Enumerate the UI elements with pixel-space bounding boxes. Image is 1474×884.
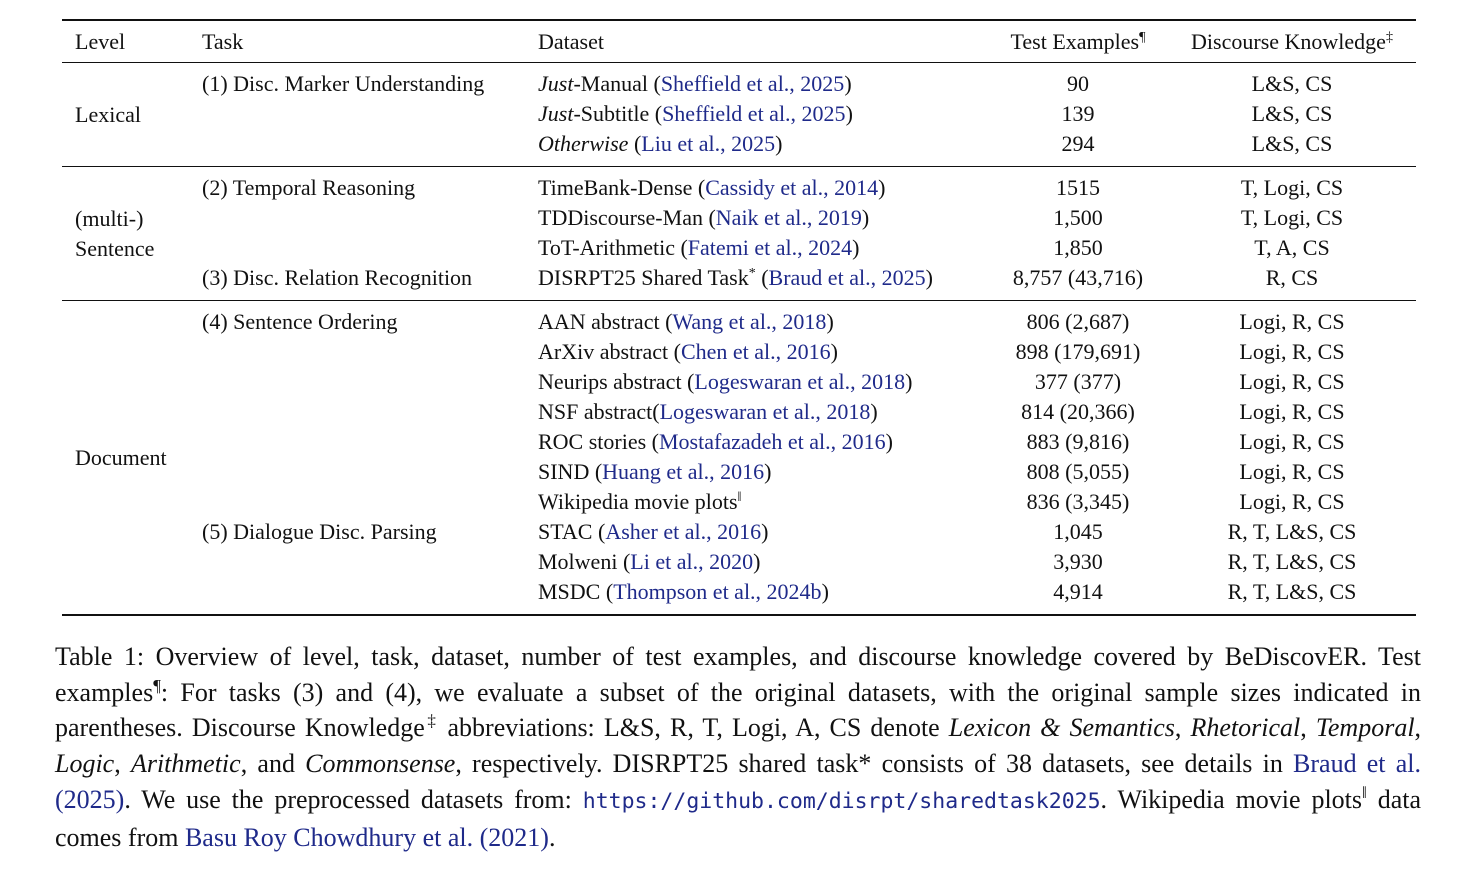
discourse-knowledge-value: L&S, CS	[1251, 71, 1333, 96]
dataset-name: TDDiscourse-Man (	[538, 205, 716, 230]
test-examples-value: 1515	[1056, 175, 1100, 200]
dataset-name-italic: Just	[538, 101, 574, 126]
header-test-examples	[997, 29, 1159, 55]
table-row	[62, 367, 1416, 397]
citation-link[interactable]: Chen et al., 2016	[680, 339, 831, 364]
dataset-paren: )	[852, 235, 860, 260]
section-rule	[62, 614, 1416, 616]
test-examples-value: 898 (179,691)	[1015, 339, 1141, 364]
citation-link[interactable]: Sheffield et al., 2025	[660, 71, 845, 96]
table-section	[62, 167, 1416, 300]
discourse-knowledge-value: R, T, L&S, CS	[1227, 519, 1357, 544]
dataset-paren: )	[885, 429, 893, 454]
discourse-knowledge-value: R, CS	[1265, 265, 1319, 290]
header-test-label: Test Examples	[1010, 29, 1140, 54]
header-discourse-knowledge	[1172, 29, 1412, 55]
table-row	[62, 263, 1416, 293]
discourse-knowledge-value: R, T, L&S, CS	[1227, 549, 1357, 574]
pilcrow-mark: ¶	[153, 675, 161, 695]
level-line: Sentence	[75, 235, 155, 261]
caption-term: Arithmetic	[130, 749, 241, 779]
dataset-name: SIND (	[538, 459, 603, 484]
table-row	[62, 173, 1416, 203]
caption-text: Table 1: Overview of level, task, dataset, number of test examples, and discourse knowledge covered by BeDiscovER. Test examples	[55, 642, 1421, 707]
header-dataset: Dataset	[538, 29, 604, 54]
dataset-name: STAC (	[538, 519, 606, 544]
dataset-name: -Manual (	[573, 71, 661, 96]
discourse-knowledge-value: R, T, L&S, CS	[1227, 579, 1357, 604]
double-bar-mark: ‖	[1362, 782, 1367, 802]
discourse-knowledge-value: Logi, R, CS	[1239, 309, 1345, 334]
citation-link[interactable]: Mostafazadeh et al., 2016	[659, 429, 886, 454]
dataset-paren: )	[761, 519, 769, 544]
discourse-knowledge-value: T, Logi, CS	[1240, 205, 1344, 230]
caption-text: ,	[1174, 713, 1191, 743]
dataset-cell	[538, 307, 834, 337]
header-dk-label: Discourse Knowledge	[1191, 29, 1386, 54]
dataset-name: AAN abstract (	[538, 309, 673, 334]
citation-link[interactable]: Fatemi et al., 2024	[687, 235, 853, 260]
caption-text: abbreviations: L&S, R, T, Logi, A, CS denote	[438, 713, 949, 743]
level-line: Lexical	[75, 101, 141, 127]
caption-term: Commonsense	[305, 749, 456, 779]
github-url-link[interactable]: https://github.com/disrpt/sharedtask2025	[582, 788, 1101, 814]
dataset-cell	[538, 517, 768, 547]
discourse-knowledge-value: Logi, R, CS	[1239, 459, 1345, 484]
dataset-cell	[538, 547, 760, 577]
table-row	[62, 457, 1416, 487]
citation-link[interactable]: Sheffield et al., 2025	[662, 101, 846, 126]
dataset-name: Molweni (	[538, 549, 631, 574]
dataset-cell	[538, 99, 853, 129]
caption-text: ,	[1300, 713, 1316, 743]
dataset-cell	[538, 427, 893, 457]
dataset-name: DISRPT25 Shared Task	[538, 265, 749, 290]
test-examples-value: 139	[1061, 101, 1095, 126]
test-examples-value: 808 (5,055)	[1026, 459, 1130, 484]
citation-link[interactable]: Naik et al., 2019	[715, 205, 862, 230]
header-task: Task	[202, 29, 244, 54]
footnote-mark: *	[748, 266, 756, 281]
level-line: Document	[75, 444, 167, 470]
caption-text: , and	[240, 749, 306, 779]
table-row	[62, 99, 1416, 129]
test-examples-value: 1,045	[1053, 519, 1103, 544]
citation-link[interactable]: Logeswaran et al., 2018	[659, 399, 871, 424]
task-label: (1) Disc. Marker Understanding	[202, 71, 485, 96]
dataset-paren: )	[925, 265, 933, 290]
level-line: (multi-)	[75, 205, 144, 231]
dataset-cell	[538, 233, 859, 263]
discourse-knowledge-value: Logi, R, CS	[1239, 429, 1345, 454]
table-row	[62, 517, 1416, 547]
dataset-paren: )	[844, 71, 852, 96]
dataset-paren: )	[878, 175, 886, 200]
dataset-name-italic: Otherwise	[538, 131, 629, 156]
overview-table	[62, 19, 1416, 616]
table-row	[62, 427, 1416, 457]
citation-link[interactable]: Cassidy et al., 2014	[705, 175, 879, 200]
pilcrow-mark: ¶	[1139, 30, 1146, 45]
double-dagger-mark: ‡	[424, 711, 439, 731]
caption-term: Rhetorical	[1190, 713, 1301, 743]
citation-link[interactable]: Liu et al., 2025	[641, 131, 776, 156]
table-row	[62, 233, 1416, 263]
table-section	[62, 301, 1416, 614]
double-dagger-mark: ‡	[1385, 30, 1393, 45]
test-examples-value: 377 (377)	[1034, 369, 1122, 394]
dataset-cell	[538, 397, 878, 427]
dataset-cell	[538, 577, 829, 607]
caption-term: Lexicon & Semantics	[948, 713, 1175, 743]
caption-text: ,	[1414, 713, 1422, 743]
caption-term: Temporal	[1315, 713, 1415, 743]
test-examples-value: 294	[1061, 131, 1095, 156]
caption-text: .	[548, 822, 556, 852]
table-caption	[55, 639, 1421, 855]
test-examples-value: 4,914	[1053, 579, 1103, 604]
test-examples-value: 1,500	[1053, 205, 1103, 230]
dataset-paren: )	[861, 205, 870, 230]
caption-text: : For tasks (3) and (4), we evaluate a subset of the original datasets, with the original sample sizes indicated in parentheses. Discourse Knowledge	[55, 677, 1421, 743]
discourse-knowledge-value: L&S, CS	[1251, 101, 1333, 126]
dataset-cell	[538, 337, 838, 367]
citation-link[interactable]: Logeswaran et al., 2018	[694, 369, 906, 394]
discourse-knowledge-value: L&S, CS	[1251, 131, 1333, 156]
caption-text: ,	[114, 749, 131, 779]
dataset-name: ToT-Arithmetic (	[538, 235, 688, 260]
dataset-cell	[538, 367, 912, 397]
table-row	[62, 69, 1416, 99]
dataset-name: ROC stories (	[538, 429, 659, 454]
table-row	[62, 129, 1416, 159]
citation-link[interactable]: Huang et al., 2016	[602, 459, 765, 484]
caption-term: Logic	[55, 749, 115, 779]
dataset-name: Neurips abstract (	[538, 369, 695, 394]
table-row	[62, 307, 1416, 337]
table-row	[62, 487, 1416, 517]
discourse-knowledge-value: T, A, CS	[1254, 235, 1330, 260]
table-row	[62, 577, 1416, 607]
task-label: (4) Sentence Ordering	[202, 309, 398, 334]
citation-link[interactable]: Li et al., 2020	[630, 549, 754, 574]
table-row	[62, 203, 1416, 233]
citation-link[interactable]: Asher et al., 2016	[605, 519, 762, 544]
discourse-knowledge-value: T, Logi, CS	[1240, 175, 1344, 200]
dataset-paren: )	[821, 579, 829, 604]
dataset-paren: )	[764, 459, 772, 484]
caption-text: . Wikipedia movie plots	[1100, 784, 1363, 814]
dataset-name: Wikipedia movie plots	[538, 489, 738, 514]
citation-link[interactable]: Basu Roy Chowdhury et al. (2021)	[184, 822, 549, 852]
task-label: (5) Dialogue Disc. Parsing	[202, 519, 437, 544]
citation-link[interactable]: Braud et al. (2025)	[55, 749, 1421, 814]
dataset-cell	[538, 69, 852, 99]
dataset-cell	[538, 487, 741, 517]
dataset-cell	[538, 457, 771, 487]
dataset-name: NSF abstract(	[538, 399, 660, 424]
dataset-name: ArXiv abstract (	[538, 339, 681, 364]
dataset-paren: )	[826, 309, 834, 334]
dataset-name: (	[628, 131, 642, 156]
task-label: (2) Temporal Reasoning	[202, 175, 416, 200]
table-row	[62, 547, 1416, 577]
test-examples-value: 836 (3,345)	[1026, 489, 1130, 514]
caption-text: . We use the preprocessed datasets from:	[124, 784, 583, 814]
table-row	[62, 337, 1416, 367]
table-row	[62, 397, 1416, 427]
header-level: Level	[75, 29, 126, 54]
caption-text: data comes from	[55, 784, 1422, 852]
citation-link[interactable]: Thompson et al., 2024b	[613, 579, 822, 604]
dataset-cell	[538, 203, 869, 233]
table-section	[62, 63, 1416, 166]
dataset-paren: )	[830, 339, 838, 364]
test-examples-value: 814 (20,366)	[1021, 399, 1135, 424]
citation-link[interactable]: Wang et al., 2018	[672, 309, 827, 334]
discourse-knowledge-value: Logi, R, CS	[1239, 339, 1345, 364]
dataset-paren: )	[870, 399, 878, 424]
test-examples-value: 806 (2,687)	[1026, 309, 1130, 334]
task-label: (3) Disc. Relation Recognition	[202, 265, 473, 290]
test-examples-value: 90	[1067, 71, 1089, 96]
discourse-knowledge-value: Logi, R, CS	[1239, 399, 1345, 424]
dataset-paren: )	[753, 549, 761, 574]
test-examples-value: 1,850	[1053, 235, 1103, 260]
test-examples-value: 883 (9,816)	[1026, 429, 1130, 454]
dataset-cell	[538, 263, 933, 293]
dataset-name: (	[755, 265, 769, 290]
dataset-name: TimeBank-Dense (	[538, 175, 706, 200]
dataset-name-italic: Just	[538, 71, 574, 96]
dataset-paren: )	[775, 131, 783, 156]
dataset-paren: )	[905, 369, 913, 394]
caption-text: , respectively. DISRPT25 shared task* consists of 38 datasets, see details in	[455, 749, 1294, 779]
table-header	[62, 21, 1416, 62]
dataset-cell	[538, 129, 782, 159]
footnote-mark: ‖	[737, 490, 742, 505]
table-body	[62, 63, 1416, 616]
test-examples-value: 8,757 (43,716)	[1012, 265, 1144, 290]
dataset-cell	[538, 173, 886, 203]
dataset-paren: )	[845, 101, 853, 126]
discourse-knowledge-value: Logi, R, CS	[1239, 489, 1345, 514]
citation-link[interactable]: Braud et al., 2025	[768, 265, 926, 290]
discourse-knowledge-value: Logi, R, CS	[1239, 369, 1345, 394]
dataset-name: -Subtitle (	[573, 101, 663, 126]
dataset-name: MSDC (	[538, 579, 614, 604]
test-examples-value: 3,930	[1053, 549, 1103, 574]
